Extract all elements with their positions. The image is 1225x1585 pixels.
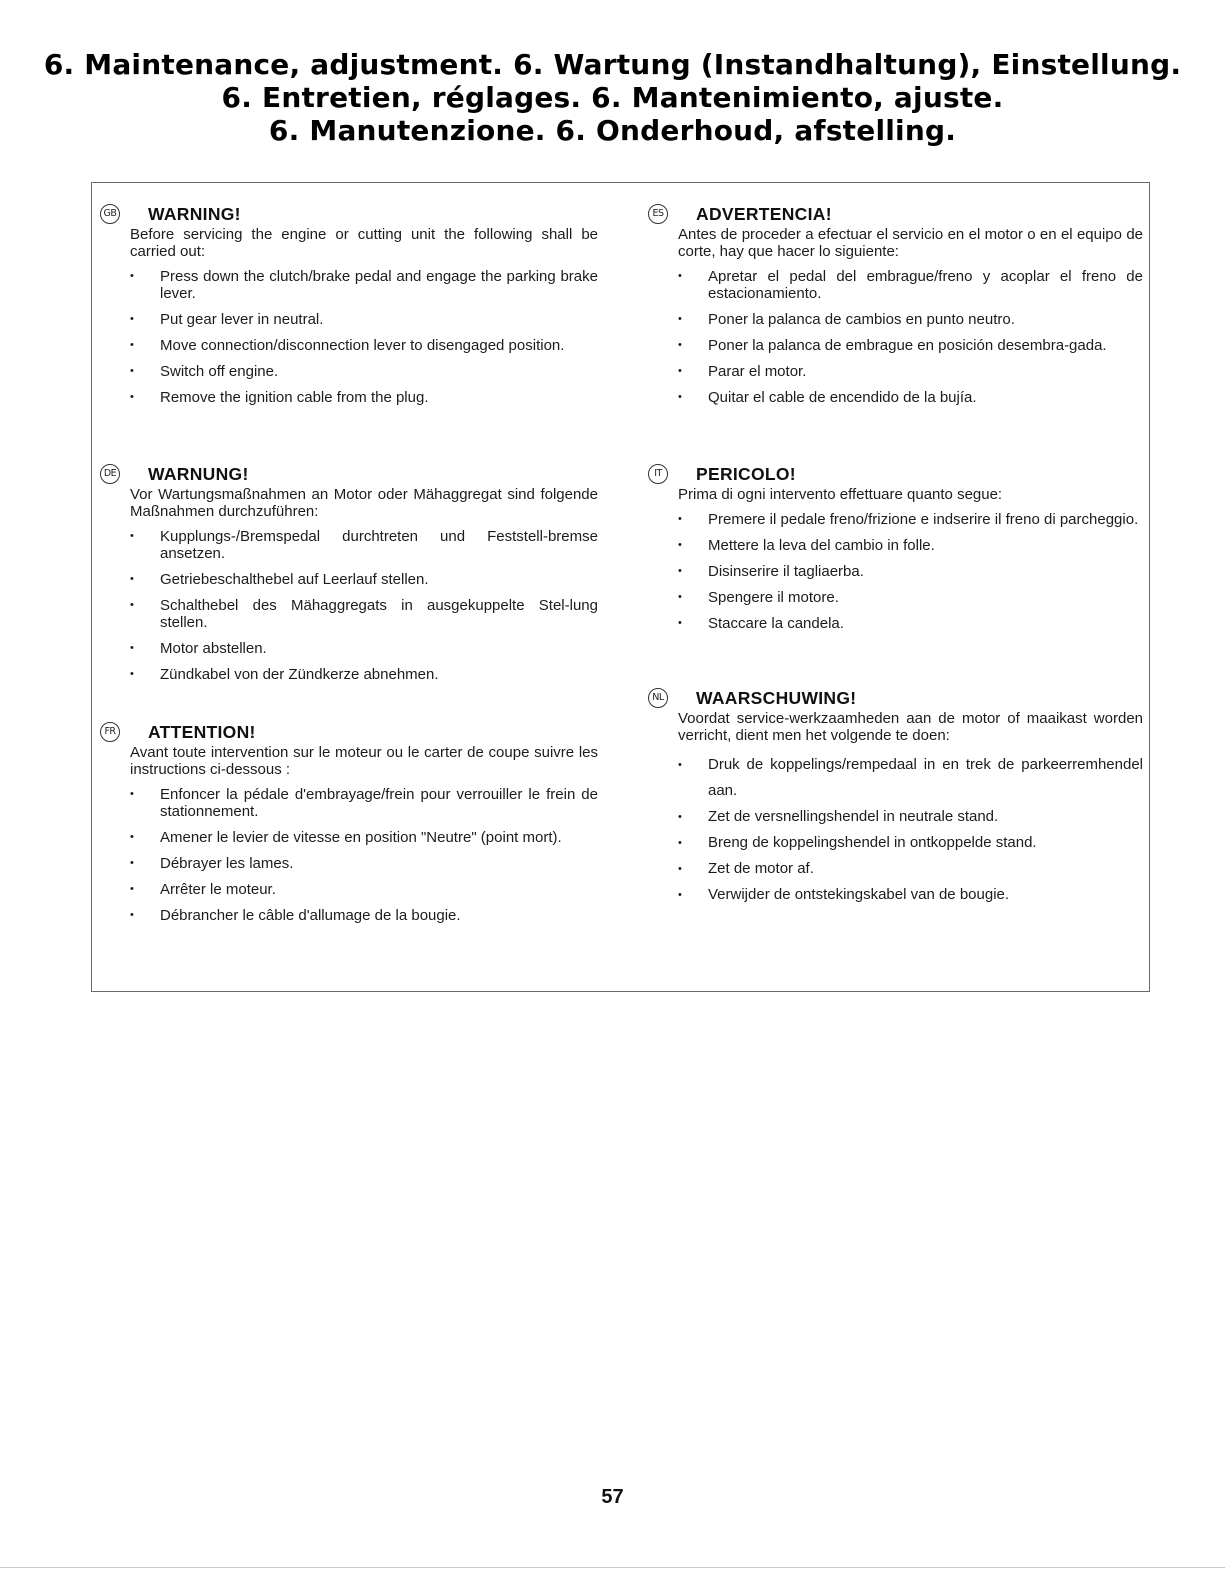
instruction-list (648, 511, 1143, 632)
section-header (100, 204, 598, 226)
list-item: • Motor abstellen. (160, 640, 598, 657)
list-item: • Kupplungs-/Bremspedal durchtreten und Feststell-bremse ansetzen. (160, 528, 598, 562)
list-item: • Schalthebel des Mähaggregats in ausgekuppelte Stel-lung stellen. (160, 597, 598, 631)
section-header (648, 464, 1143, 486)
instruction-list (648, 752, 1143, 908)
list-item: • Staccare la candela. (708, 615, 1143, 632)
instruction-list (100, 786, 598, 924)
list-item: • Verwijder de ontstekingskabel van de bougie. (708, 882, 1143, 908)
list-item: • Zündkabel von der Zündkerze abnehmen. (160, 666, 598, 683)
list-item: • Disinserire il tagliaerba. (708, 563, 1143, 580)
section-intro: Vor Wartungsmaßnahmen an Motor oder Mähaggregat sind folgende Maßnahmen durchzuführen: (130, 486, 598, 520)
section-heading: ADVERTENCIA! (696, 204, 832, 224)
language-badge-icon: IT (648, 464, 668, 484)
section-it (648, 464, 1143, 641)
page-number: 57 (601, 1486, 624, 1508)
page-title (0, 48, 1225, 147)
instruction-list (100, 268, 598, 406)
section-es (648, 204, 1143, 415)
title-line-2: 6. Entretien, réglages. 6. Mantenimiento, ajuste. (221, 81, 1004, 114)
bottom-divider (0, 1567, 1225, 1568)
list-item: • Remove the ignition cable from the plug. (160, 389, 598, 406)
list-item: • Arrêter le moteur. (160, 881, 598, 898)
section-intro: Prima di ogni intervento effettuare quanto segue: (678, 486, 1003, 503)
title-line-1: 6. Maintenance, adjustment. 6. Wartung (Instandhaltung), Einstellung. (43, 48, 1182, 81)
language-badge-icon: FR (100, 722, 120, 742)
section-header (100, 464, 598, 486)
language-badge-icon: DE (100, 464, 120, 484)
list-item: • Press down the clutch/brake pedal and engage the parking brake lever. (160, 268, 598, 302)
language-badge-icon: ES (648, 204, 668, 224)
list-item: • Poner la palanca de cambios en punto neutro. (708, 311, 1143, 328)
list-item: • Mettere la leva del cambio in folle. (708, 537, 1143, 554)
section-header (100, 722, 598, 744)
list-item: • Switch off engine. (160, 363, 598, 380)
instruction-list (648, 268, 1143, 406)
section-intro: Voordat service-werkzaamheden aan de motor of maaikast worden verricht, dient men het volgende te doen: (678, 710, 1143, 744)
section-fr (100, 722, 598, 933)
section-intro: Antes de proceder a efectuar el servicio en el motor o en el equipo de corte, hay que hacer lo siguiente: (678, 226, 1143, 260)
list-item: • Move connection/disconnection lever to disengaged position. (160, 337, 598, 354)
section-heading: ATTENTION! (148, 722, 256, 742)
list-item: • Quitar el cable de encendido de la bujía. (708, 389, 1143, 406)
section-heading: PERICOLO! (696, 464, 796, 484)
language-badge-icon: NL (648, 688, 668, 708)
list-item: • Amener le levier de vitesse en position "Neutre" (point mort). (160, 829, 598, 846)
list-item: • Put gear lever in neutral. (160, 311, 598, 328)
list-item: • Enfoncer la pédale d'embrayage/frein pour verrouiller le frein de stationnement. (160, 786, 598, 820)
list-item: • Poner la palanca de embrague en posición desembra-gada. (708, 337, 1143, 354)
list-item: • Breng de koppelingshendel in ontkoppelde stand. (708, 830, 1143, 856)
section-heading: WARNUNG! (148, 464, 249, 484)
section-header (648, 204, 1143, 226)
section-intro: Avant toute intervention sur le moteur ou le carter de coupe suivre les instructions ci-dessous : (130, 744, 598, 778)
list-item: • Getriebeschalthebel auf Leerlauf stellen. (160, 571, 598, 588)
section-heading: WARNING! (148, 204, 241, 224)
section-heading: WAARSCHUWING! (696, 688, 857, 708)
list-item: • Zet de versnellingshendel in neutrale stand. (708, 804, 1143, 830)
section-nl (648, 688, 1143, 908)
section-intro: Before servicing the engine or cutting unit the following shall be carried out: (130, 226, 598, 260)
section-gb (100, 204, 598, 415)
list-item: • Spengere il motore. (708, 589, 1143, 606)
list-item: • Zet de motor af. (708, 856, 1143, 882)
list-item: • Apretar el pedal del embrague/freno y acoplar el freno de estacionamiento. (708, 268, 1143, 302)
list-item: • Druk de koppelings/rempedaal in en trek de parkeerremhendel aan. (708, 752, 1143, 804)
instruction-list (100, 528, 598, 683)
list-item: • Premere il pedale freno/frizione e indserire il freno di parcheggio. (708, 511, 1143, 528)
list-item: • Débrayer les lames. (160, 855, 598, 872)
list-item: • Parar el motor. (708, 363, 1143, 380)
section-header (648, 688, 1143, 710)
list-item: • Débrancher le câble d'allumage de la bougie. (160, 907, 598, 924)
section-de (100, 464, 598, 692)
title-line-3: 6. Manutenzione. 6. Onderhoud, afstelling. (268, 114, 957, 147)
language-badge-icon: GB (100, 204, 120, 224)
